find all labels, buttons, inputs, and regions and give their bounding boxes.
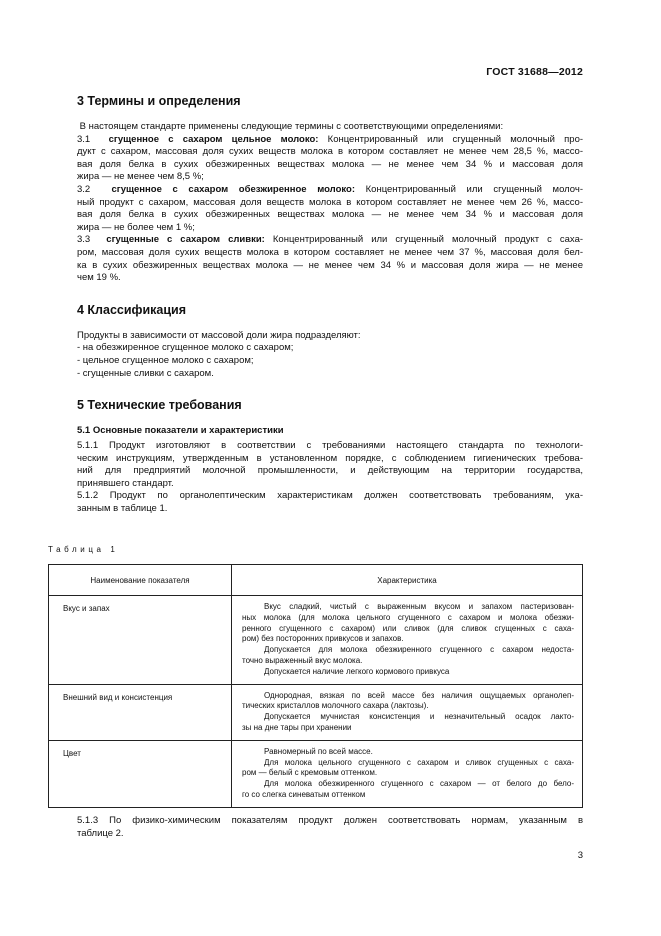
paragraph-line: занным в таблице 1.: [77, 503, 168, 515]
term-definition-first-line: [77, 134, 583, 147]
characteristic-line: ром — белый с кремовым оттенком.: [242, 768, 378, 778]
characteristic-cell: [232, 684, 583, 740]
characteristic-line: го со слегка синеватым оттенком: [242, 789, 366, 799]
term-definition-first-line: [77, 184, 583, 197]
paragraph-5-1-2: [77, 490, 583, 515]
table-row: [49, 596, 583, 685]
term-name: сгущенные с сахаром сливки:: [106, 234, 265, 246]
indicator-name-cell: Цвет: [49, 740, 232, 807]
column-header-indicator: Наименование показателя: [49, 565, 232, 596]
term-item: [77, 134, 583, 184]
section-3-intro: В настоящем стандарте применены следующие термины с соответствующими определениями:: [79, 121, 504, 132]
term-definition-line: ка в сухих обезжиренных веществах молока — не менее чем 34 % и массовая доля жира — не менее: [77, 259, 583, 271]
classification-item: - сгущенные сливки с сахаром.: [77, 367, 214, 379]
page-number: 3: [577, 850, 583, 861]
table-row: [49, 740, 583, 807]
table-caption: Таблица 1: [48, 545, 119, 554]
characteristic-line: Допускается для молока обезжиренного сгущенного с сахаром недоста-: [264, 645, 574, 655]
characteristic-line: ром) без посторонних привкусов и запахов.: [242, 634, 404, 644]
characteristic-line: Равномерный по всей массе.: [264, 746, 373, 756]
paragraph-line: 5.1.2 Продукт по органолептическим характеристикам должен соответствовать требованиям, ука-: [77, 490, 583, 502]
column-header-characteristic: Характеристика: [232, 565, 583, 596]
term-definition-line: ный продукт с сахаром, массовая доля веществ молока в котором составляет не менее чем 26 %, массо-: [77, 196, 583, 208]
characteristic-line: точно выраженный вкус молока.: [242, 655, 363, 665]
classification-list: [77, 342, 583, 380]
classification-item: - на обезжиренное сгущенное молоко с сахаром;: [77, 342, 294, 354]
term-definition-line: чем 19 %.: [77, 272, 121, 284]
term-definition-text: Концентрированный или сгущенный молоч-: [365, 183, 583, 195]
table-header-row: [49, 565, 583, 596]
terms-list: [77, 134, 583, 285]
term-definition-line: жира — не менее чем 8,5 %;: [77, 171, 204, 183]
term-definition-first-line: [77, 234, 583, 247]
table-row: [49, 684, 583, 740]
characteristic-cell: [232, 596, 583, 685]
paragraph-5-1-1: [77, 440, 583, 490]
paragraph-line: ческим инструкциям, утвержденным в установленном порядке, с соблюдением гигиенических требова-: [77, 452, 583, 464]
term-item: [77, 184, 583, 234]
characteristic-line: Для молока обезжиренного сгущенного с сахаром — от белого до бело-: [264, 779, 574, 789]
section-4-intro: Продукты в зависимости от массовой доли жира подразделяют:: [77, 329, 361, 341]
characteristic-line: Допускается мучнистая консистенция и незначительный осадок лакто-: [264, 712, 574, 722]
characteristic-line: Вкус сладкий, чистый с выраженным вкусом и запахом пастеризован-: [264, 602, 574, 611]
paragraph-line: принявшего стандарт.: [77, 477, 174, 489]
section-4-title: 4 Классификация: [77, 302, 187, 317]
paragraph-line: ний для предприятий молочной промышленности, и действующим на территории государства,: [77, 465, 583, 477]
indicator-name-cell: Внешний вид и консистенция: [49, 684, 232, 740]
organoleptic-table: [48, 564, 583, 808]
subsection-5-1-title: 5.1 Основные показатели и характеристики: [77, 425, 284, 437]
characteristic-line: Допускается наличие легкого кормового привкуса: [264, 666, 450, 676]
term-number: 3.1: [77, 133, 91, 145]
section-3-title: 3 Термины и определения: [77, 94, 241, 108]
characteristic-line: ных молока (для молока цельного сгущенного с сахаром и молока обезжи-: [242, 612, 574, 622]
characteristic-line: Для молока цельного сгущенного с сахаром и сливок сгущенных с саха-: [264, 757, 574, 767]
paragraph-5-1-3: [77, 815, 583, 840]
main-content: [77, 94, 583, 516]
term-definition-line: вая доля белка в сухих обезжиренных веществах молока — не менее чем 34 % и массовая доля: [77, 158, 583, 170]
paragraph-line: 5.1.3 По физико-химическим показателям продукт должен соответствовать нормам, указанным в: [77, 815, 583, 826]
characteristic-line: ренного сгущенного с сахаром) или сливок (для сливок сгущенных с саха-: [242, 623, 574, 633]
characteristic-cell: [232, 740, 583, 807]
term-number: 3.2: [77, 183, 91, 195]
term-definition-text: Концентрированный или сгущенный молочный про-: [327, 133, 584, 145]
characteristic-line: Однородная, вязкая по всей массе без наличия ощущаемых органолеп-: [264, 690, 574, 700]
classification-item: - цельное сгущенное молоко с сахаром;: [77, 354, 254, 366]
term-definition-line: дукт с сахаром, массовая доля сухих веществ молока в котором составляет не менее чем 28,5 %, массо-: [77, 146, 583, 158]
term-definition-line: вая доля белка в сухих обезжиренных веществах молока — не менее чем 34 % и массовая доля: [77, 209, 583, 221]
characteristic-line: зы на дне тары при хранении: [242, 722, 352, 732]
indicator-name-cell: Вкус и запах: [49, 596, 232, 685]
term-number: 3.3: [77, 234, 91, 246]
document-code: ГОСТ 31688—2012: [486, 66, 583, 78]
term-definition-text: Концентрированный или сгущенный молочный продукт с саха-: [272, 234, 584, 246]
term-name: сгущенное с сахаром цельное молоко:: [108, 133, 319, 145]
section-5-title: 5 Технические требования: [77, 398, 242, 413]
paragraph-line: таблице 2.: [77, 827, 124, 839]
paragraph-line: 5.1.1 Продукт изготовляют в соответствии с требованиями настоящего стандарта по технологи-: [77, 440, 583, 452]
term-definition-line: ром, массовая доля сухих веществ молока в котором составляет не менее чем 37 %, массовая доля бел-: [77, 246, 583, 258]
characteristic-line: тических кристаллов молочного сахара (лактозы).: [242, 701, 429, 711]
term-name: сгущенное с сахаром обезжиренное молоко:: [111, 183, 355, 195]
term-definition-line: жира — не более чем 1 %;: [77, 221, 195, 233]
term-item: [77, 234, 583, 284]
